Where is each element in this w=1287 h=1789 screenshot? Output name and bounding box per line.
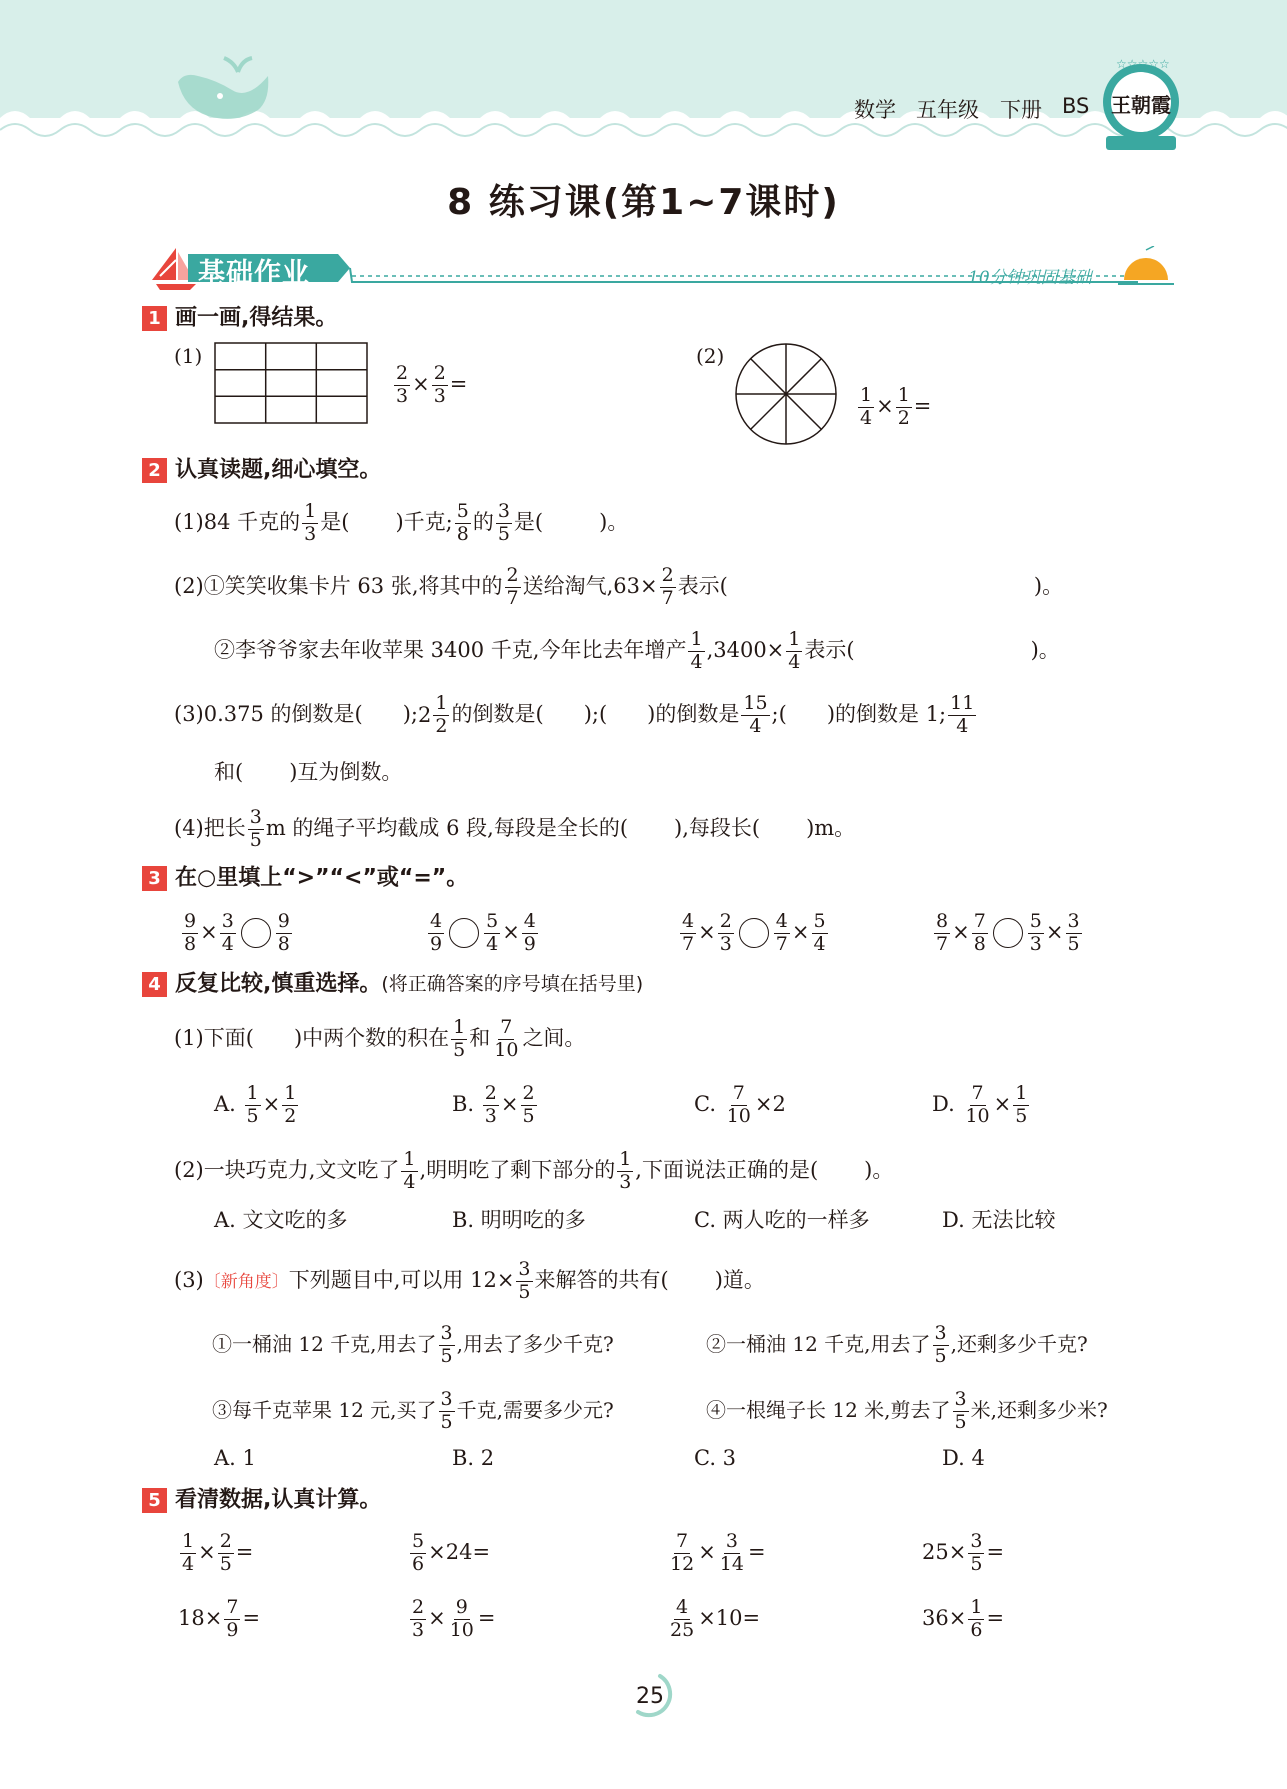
fraction: $\frac{3}{5}$ bbox=[934, 1322, 947, 1367]
q4-p2-stem: (2)一块巧克力,文文吃了 $\frac{1}{4}$ ,明明吃了剩下部分的 $\frac{1}{3}$ ,下面说法正确的是( )。 bbox=[174, 1148, 894, 1193]
rectangle-grid bbox=[214, 342, 368, 424]
fraction: $\frac{1}{5}$ bbox=[246, 1082, 259, 1127]
header-wave-band bbox=[0, 0, 1287, 150]
q5-calc-8: 36× $\frac{1}{6}$ = bbox=[922, 1596, 1005, 1641]
fraction: $\frac{5}{6}$ bbox=[412, 1530, 425, 1575]
header-volume: 下册 bbox=[1000, 98, 1042, 122]
q5-calc-1: $\frac{1}{4}$ × $\frac{2}{5}$ = bbox=[182, 1530, 254, 1575]
q5-calc-4: 25× $\frac{3}{5}$ = bbox=[922, 1530, 1005, 1575]
q4-p2-option-c[interactable]: C. 两人吃的一样多 bbox=[694, 1208, 870, 1232]
fraction: $\frac{15}{4}$ bbox=[743, 692, 768, 737]
fraction: $\frac{7}{12}$ bbox=[670, 1530, 695, 1575]
fraction: $\frac{2}{3}$ bbox=[484, 1082, 497, 1127]
fraction: $\frac{7}{10}$ bbox=[726, 1082, 751, 1127]
fraction: $\frac{3}{5}$ bbox=[954, 1388, 967, 1433]
q4-p2-option-a[interactable]: A. 文文吃的多 bbox=[214, 1208, 348, 1232]
brand-logo bbox=[1098, 56, 1184, 156]
circle-divided-eighths bbox=[734, 342, 838, 446]
fraction: $\frac{1}{5}$ bbox=[1015, 1082, 1028, 1127]
fraction: $\frac{4}{25}$ bbox=[670, 1596, 695, 1641]
fraction: $\frac{5}{3}$ bbox=[1029, 910, 1042, 955]
q2-number: 2 bbox=[142, 458, 167, 483]
section-note: 10分钟巩固基础 bbox=[968, 268, 1092, 288]
fraction: $\frac{7}{8}$ bbox=[973, 910, 986, 955]
fraction: $\frac{1}{4}$ bbox=[690, 628, 703, 673]
fraction: $\frac{3}{5}$ bbox=[1067, 910, 1080, 955]
q2-header bbox=[142, 458, 381, 483]
q2-line1: (1)84 千克的 $\frac{1}{3}$ 是( )千克; $\frac{5}{8}$ 的 $\frac{3}{5}$ 是( )。 bbox=[174, 500, 629, 545]
fraction: $\frac{4}{7}$ bbox=[682, 910, 695, 955]
q1-p1-label: (1) bbox=[174, 344, 203, 368]
svg-text:☆☆☆☆☆: ☆☆☆☆☆ bbox=[1116, 57, 1170, 71]
fraction: $\frac{1}{4}$ bbox=[182, 1530, 195, 1575]
q5-calc-5: 18× $\frac{7}{9}$ = bbox=[178, 1596, 261, 1641]
fraction: $\frac{4}{9}$ bbox=[430, 910, 443, 955]
header-subject: 数学 bbox=[854, 98, 896, 122]
q4-p1-option-d[interactable]: D. $\frac{7}{10}$ × $\frac{1}{5}$ bbox=[932, 1082, 1028, 1127]
fraction: $\frac{1}{5}$ bbox=[453, 1016, 466, 1061]
q3-number: 3 bbox=[142, 866, 167, 891]
sunset-icon bbox=[1118, 246, 1174, 284]
compare-circle[interactable] bbox=[241, 918, 271, 948]
q4-number: 4 bbox=[142, 972, 167, 997]
fraction: $\frac{5}{4}$ bbox=[486, 910, 499, 955]
fraction: $\frac{3}{5}$ bbox=[440, 1322, 453, 1367]
q4-title-note: (将正确答案的序号填在括号里) bbox=[381, 973, 644, 995]
q2-line3: ②李爷爷家去年收苹果 3400 千克,今年比去年增产 $\frac{1}{4}$ ,3400× $\frac{1}{4}$ 表示( )。 bbox=[214, 628, 1060, 673]
header-edition: BS bbox=[1062, 94, 1090, 118]
q2-line2: (2)①笑笑收集卡片 63 张,将其中的 $\frac{2}{7}$ 送给淘气,63× $\frac{2}{7}$ 表示( )。 bbox=[174, 564, 1064, 609]
fraction: $\frac{2}{3}$ bbox=[433, 362, 446, 407]
q1-header bbox=[142, 306, 337, 331]
q4-p3-stem: (3)〔新角度〕下列题目中,可以用 12× $\frac{3}{5}$ 来解答的共有( )道。 bbox=[174, 1258, 765, 1303]
q3-item-4: $\frac{8}{7}$ × $\frac{7}{8}$ $\frac{5}{3}$ × $\frac{3}{5}$ bbox=[936, 910, 1080, 955]
fraction: $\frac{3}{4}$ bbox=[221, 910, 234, 955]
q5-header bbox=[142, 1488, 381, 1513]
fraction: $\frac{3}{5}$ bbox=[440, 1388, 453, 1433]
q2-title: 认真读题,细心填空。 bbox=[175, 457, 382, 483]
fraction: $\frac{2}{7}$ bbox=[506, 564, 519, 609]
q5-calc-2: $\frac{5}{6}$ ×24= bbox=[412, 1530, 491, 1575]
fraction: $\frac{3}{5}$ bbox=[970, 1530, 983, 1575]
section-label: 基础作业 bbox=[198, 258, 310, 289]
fraction: $\frac{9}{10}$ bbox=[449, 1596, 474, 1641]
q4-p1-stem: (1)下面( )中两个数的积在 $\frac{1}{5}$ 和 $\frac{7}{10}$ 之间。 bbox=[174, 1016, 586, 1061]
q3-title: 在○里填上“>”“<”或“=”。 bbox=[175, 865, 469, 891]
q2-line4: (3)0.375 的倒数是( ); 2 $\frac{1}{2}$ 的倒数是( );( )的倒数是 $\frac{15}{4}$ ;( )的倒数是 1; $\frac{11}{4}$ bbox=[174, 692, 975, 737]
fraction: $\frac{2}{3}$ bbox=[396, 362, 409, 407]
q4-p2-option-d[interactable]: D. 无法比较 bbox=[942, 1208, 1056, 1232]
fraction: $\frac{2}{7}$ bbox=[661, 564, 674, 609]
q1-p2-expr: $\frac{1}{4}$ × $\frac{1}{2}$ = bbox=[860, 384, 932, 429]
q4-p1-option-c[interactable]: C. $\frac{7}{10}$ ×2 bbox=[694, 1082, 786, 1127]
fraction: $\frac{2}{3}$ bbox=[412, 1596, 425, 1641]
q2-line6: (4)把长 $\frac{3}{5}$ m 的绳子平均截成 6 段,每段是全长的( ),每段长( )m。 bbox=[174, 806, 856, 851]
page-number: 25 bbox=[636, 1684, 664, 1709]
fraction: $\frac{1}{3}$ bbox=[619, 1148, 632, 1193]
mixed-number: 2 $\frac{1}{2}$ bbox=[418, 692, 448, 737]
fraction: $\frac{4}{9}$ bbox=[523, 910, 536, 955]
q1-p1-expr: $\frac{2}{3}$ × $\frac{2}{3}$ = bbox=[396, 362, 468, 407]
q4-p1-option-a[interactable]: A. $\frac{1}{5}$ × $\frac{1}{2}$ bbox=[214, 1082, 297, 1127]
fraction: $\frac{9}{8}$ bbox=[277, 910, 290, 955]
compare-circle[interactable] bbox=[449, 918, 479, 948]
fraction: $\frac{2}{5}$ bbox=[219, 1530, 232, 1575]
q5-title: 看清数据,认真计算。 bbox=[175, 1487, 382, 1513]
fraction: $\frac{7}{10}$ bbox=[965, 1082, 990, 1127]
q4-title: 反复比较,慎重选择。 bbox=[175, 971, 382, 997]
q4-p3-option-d[interactable]: D. 4 bbox=[942, 1446, 985, 1470]
fraction: $\frac{2}{3}$ bbox=[719, 910, 732, 955]
q4-p3-option-a[interactable]: A. 1 bbox=[214, 1446, 256, 1470]
q4-header bbox=[142, 972, 643, 997]
fraction: $\frac{7}{10}$ bbox=[494, 1016, 519, 1061]
q5-calc-6: $\frac{2}{3}$ × $\frac{9}{10}$ = bbox=[412, 1596, 496, 1641]
fraction: $\frac{1}{2}$ bbox=[284, 1082, 297, 1127]
q4-p2-option-b[interactable]: B. 明明吃的多 bbox=[452, 1208, 586, 1232]
q1-p2-label: (2) bbox=[696, 344, 725, 368]
q4-p1-option-b[interactable]: B. $\frac{2}{3}$ × $\frac{2}{5}$ bbox=[452, 1082, 535, 1127]
fraction: $\frac{4}{7}$ bbox=[775, 910, 788, 955]
fraction: $\frac{1}{4}$ bbox=[788, 628, 801, 673]
q5-calc-3: $\frac{7}{12}$ × $\frac{3}{14}$ = bbox=[670, 1530, 766, 1575]
compare-circle[interactable] bbox=[739, 918, 769, 948]
new-angle-tag: 〔新角度〕 bbox=[203, 1271, 289, 1292]
q3-item-3: $\frac{4}{7}$ × $\frac{2}{3}$ $\frac{4}{7}$ × $\frac{5}{4}$ bbox=[682, 910, 826, 955]
brand-name: 王朝霞 bbox=[1111, 93, 1171, 117]
q4-p3-sub-4: ④一根绳子长 12 米,剪去了 $\frac{3}{5}$ 米,还剩多少米? bbox=[706, 1388, 1108, 1433]
fraction: $\frac{3}{5}$ bbox=[497, 500, 510, 545]
compare-circle[interactable] bbox=[993, 918, 1023, 948]
lesson-title: 8 练习课(第1~7课时) bbox=[447, 182, 840, 223]
q1-number: 1 bbox=[142, 306, 167, 331]
fraction: $\frac{8}{7}$ bbox=[936, 910, 949, 955]
header-grade: 五年级 bbox=[916, 98, 979, 122]
fraction: $\frac{11}{4}$ bbox=[950, 692, 975, 737]
q3-item-2: $\frac{4}{9}$ $\frac{5}{4}$ × $\frac{4}{9}$ bbox=[430, 910, 536, 955]
q3-header bbox=[142, 866, 468, 891]
q2-line5: 和( )互为倒数。 bbox=[214, 760, 403, 784]
q4-p3-sub-1: ①一桶油 12 千克,用去了 $\frac{3}{5}$ ,用去了多少千克? bbox=[212, 1322, 614, 1367]
page-number-badge bbox=[622, 1672, 682, 1718]
fraction: $\frac{2}{5}$ bbox=[522, 1082, 535, 1127]
q3-item-1: $\frac{9}{8}$ × $\frac{3}{4}$ $\frac{9}{8}$ bbox=[184, 910, 290, 955]
q4-p3-option-b[interactable]: B. 2 bbox=[452, 1446, 495, 1470]
fraction: $\frac{5}{8}$ bbox=[456, 500, 469, 545]
q4-p3-sub-3: ③每千克苹果 12 元,买了 $\frac{3}{5}$ 千克,需要多少元? bbox=[212, 1388, 614, 1433]
q1-title: 画一画,得结果。 bbox=[175, 305, 338, 331]
q5-number: 5 bbox=[142, 1488, 167, 1513]
fraction: $\frac{1}{4}$ bbox=[860, 384, 873, 429]
fraction: $\frac{3}{5}$ bbox=[518, 1258, 531, 1303]
fraction: $\frac{1}{6}$ bbox=[970, 1596, 983, 1641]
q4-p3-option-c[interactable]: C. 3 bbox=[694, 1446, 737, 1470]
fraction: $\frac{1}{4}$ bbox=[403, 1148, 416, 1193]
q5-calc-7: $\frac{4}{25}$ ×10= bbox=[670, 1596, 761, 1641]
fraction: $\frac{3}{5}$ bbox=[249, 806, 262, 851]
fraction: $\frac{9}{8}$ bbox=[184, 910, 197, 955]
fraction: $\frac{5}{4}$ bbox=[813, 910, 826, 955]
q4-p3-sub-2: ②一桶油 12 千克,用去了 $\frac{3}{5}$ ,还剩多少千克? bbox=[706, 1322, 1088, 1367]
fraction: $\frac{7}{9}$ bbox=[226, 1596, 239, 1641]
fraction: $\frac{1}{2}$ bbox=[897, 384, 910, 429]
fraction: $\frac{1}{3}$ bbox=[304, 500, 317, 545]
fraction: $\frac{3}{14}$ bbox=[719, 1530, 744, 1575]
